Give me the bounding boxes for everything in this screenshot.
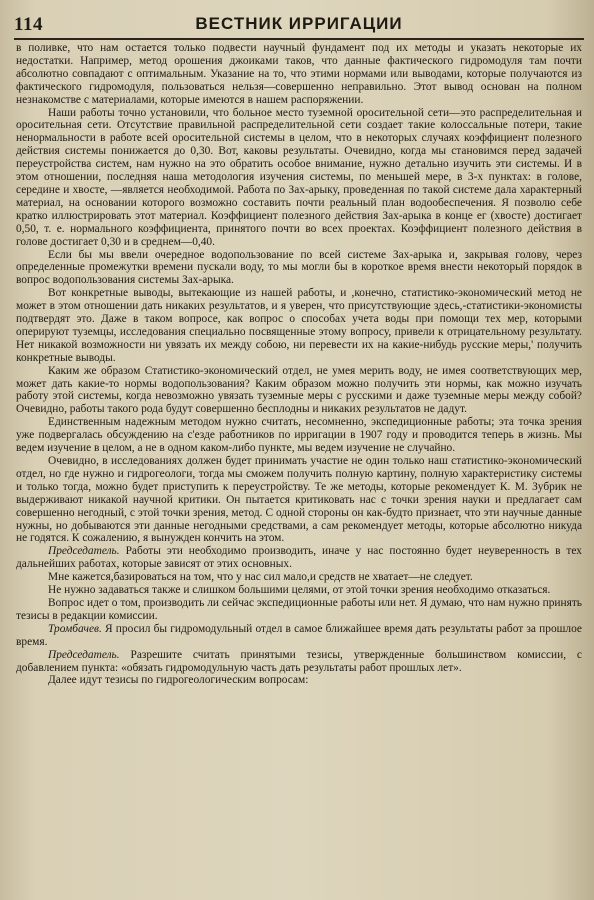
page-number: 114 [14, 14, 43, 35]
paragraph [16, 455, 582, 545]
paragraph [16, 365, 582, 417]
paragraph-text: Далее идут тезисы по гидрогеологическим вопросам: [48, 674, 309, 687]
paragraph-text: Каким же образом Статистико-экономический отдел, не умея мерить воду, не имея соответствующих мер, может дать какие-то нормы водопользования? Каким образом можно получить эти нормы, как можно изучать работу этой системы, когда невозможно увязать туземные меры с русскими и даже туземные меры между собой? Очевидно, работы такого рода будут совершенно бесплодны и никаких результатов не дадут. [16, 364, 582, 416]
paragraph-text: Единственным надежным методом нужно считать, несомненно, экспедиционные работы; эта точка зрения уже подвергалась обсуждению на с'езде работников по ирригации в 1907 году и проводится теперь в жизнь. Мы ведем изучение в целом, а не в одном каком-либо пункте, мы ведем изучение не случайно. [16, 416, 582, 455]
paragraph-text: Вот конкретные выводы, вытекающие из нашей работы, и ,конечно, статистико-экономический метод не может в этом отношении дать никаких результатов, и я уверен, что присутствующие здесь,-статистики-экономисты подтвердят это. Даже в таком вопросе, как вопрос о способах учета воды при помощи тех мер, которыми оперируют туземцы, исследования специально посвященные этому вопросу, привели к отрицательному результату. Нет никакой возможности ни увязать их между собою, ни перевести их на какие-нибудь русские меры,' получить конкретные выводы. [16, 287, 582, 364]
page-header [14, 10, 584, 40]
journal-title: ВЕСТНИК ИРРИГАЦИИ [195, 14, 403, 33]
speaker-name: Тромбачев. [48, 622, 102, 635]
paragraph-text: Работы эти необходимо производить, иначе у нас постоянно будет неуверенность в тех дальнейших работах, которые зависят от этих основных. [16, 545, 582, 571]
paragraph [16, 623, 582, 649]
paragraph-text: Мне кажется,базироваться на том, что у нас сил мало,и средств не хватает—не следует. [48, 571, 473, 584]
speaker-name: Председатель. [48, 648, 120, 661]
paragraph [16, 584, 582, 597]
paragraph [16, 287, 582, 364]
paragraph-text: Не нужно задаваться также и слишком большими целями, от этой точки зрения необходимо отказаться. [48, 584, 551, 597]
paragraph [16, 649, 582, 675]
paragraph [16, 545, 582, 571]
paragraph [16, 571, 582, 584]
paragraph [16, 107, 582, 249]
paragraph-text: Я просил бы гидромодульный отдел в самое ближайшее время дать результаты работ за прошлое время. [16, 622, 582, 648]
paragraph-text: Наши работы точно установили, что больное место туземной оросительной сети—это распределительная и оросительная сети. Отсутствие правильной распределительной сети создает такие колоссальные потери, такие ненормальности в работе всей оросительной системы в целом, что в некоторых случаях коэффициент полезного действия системы понижается до 0,30. Вот, каковы результаты. Очевидно, когда мы становимся перед задачей переустройства систем, нам нужно на это обратить особое внимание, нужно детально изучить эти системы. И в этом отношении, последняя наша методология изучения системы, по меньшей мере, в 3-х пунктах: в голове, середине и хвосте, —является необходимой. Работа по Зах-арыку, проведенная по такой системе дала характерный материал, на основании которого возможно составить почти реальный план водообеспечения. Я позволю себе кратко иллюстрировать этот материал. Коэффициент полезного действия Зах-арыка в конце ег (хвосте) достигает 0,50, т. е. нормального коэффициента, принятого почти во всех проектах. Коэффициент полезного действия в голове достигает 0,30 и в среднем—0,40. [16, 106, 582, 248]
paragraph [16, 42, 582, 107]
paragraph-text: Очевидно, в исследованиях должен будет принимать участие не один только наш статистико-экономический отдел, но где нужно и гидрогеологи, тогда мы сможем получить полную картину, полную характеристику системы и только тогда, можно будет приступить к переустройству. Те же методы, которые рекомендует К. М. Зубрик не выдерживают никакой научной критики. Он пытается критиковать нас с точки зрения науки и предлагает сам совершенно негодный, с этой точки зрения, метод. С одной стороны он как-будто признает, что эти научные данные нужны, но добываются эти данные негодными средствами, а сам рекомендует методы, которые абсолютно никуда не годятся. К сожалению, я вынужден кончить на этом. [16, 455, 582, 545]
paragraph [16, 416, 582, 455]
paragraph [16, 674, 582, 687]
paragraph-text: в поливке, что нам остается только подвести научный фундамент под их методы и указать некоторые их недостатки. Например, метод орошения джоиками таков, что данные фактического гидромодуля там почти абсолютно совпадают с оптимальным. Указание на то, что этими нормами или выводами, которые получаются из фактического гидромодуля, пользоваться нельзя—совершенно неправильно. Этот вывод основан на полном незнакомстве с материалами, которые имеются в нашем распоряжении. [16, 42, 582, 106]
body-text [16, 42, 582, 892]
paragraph-text: Разрешите считать принятыми тезисы, утвержденные большинством комиссии, с добавлением пункта: «обязать гидромодульную часть дать результаты работ прошлых лет». [16, 648, 582, 674]
paragraph [16, 597, 582, 623]
paragraph-text: Если бы мы ввели очередное водопользование по всей системе Зах-арыка и, закрывая голову, через определенные промежутки времени пускали воду, то мы могли бы в короткое время внести некоторый порядок в вопрос водопользования системы Зах-арыка. [16, 248, 582, 287]
speaker-name: Председатель. [48, 545, 120, 558]
paragraph-text: Вопрос идет о том, производить ли сейчас экспедиционные работы или нет. Я думаю, что нам нужно принять тезисы в редакции комиссии. [16, 596, 582, 622]
paragraph [16, 249, 582, 288]
